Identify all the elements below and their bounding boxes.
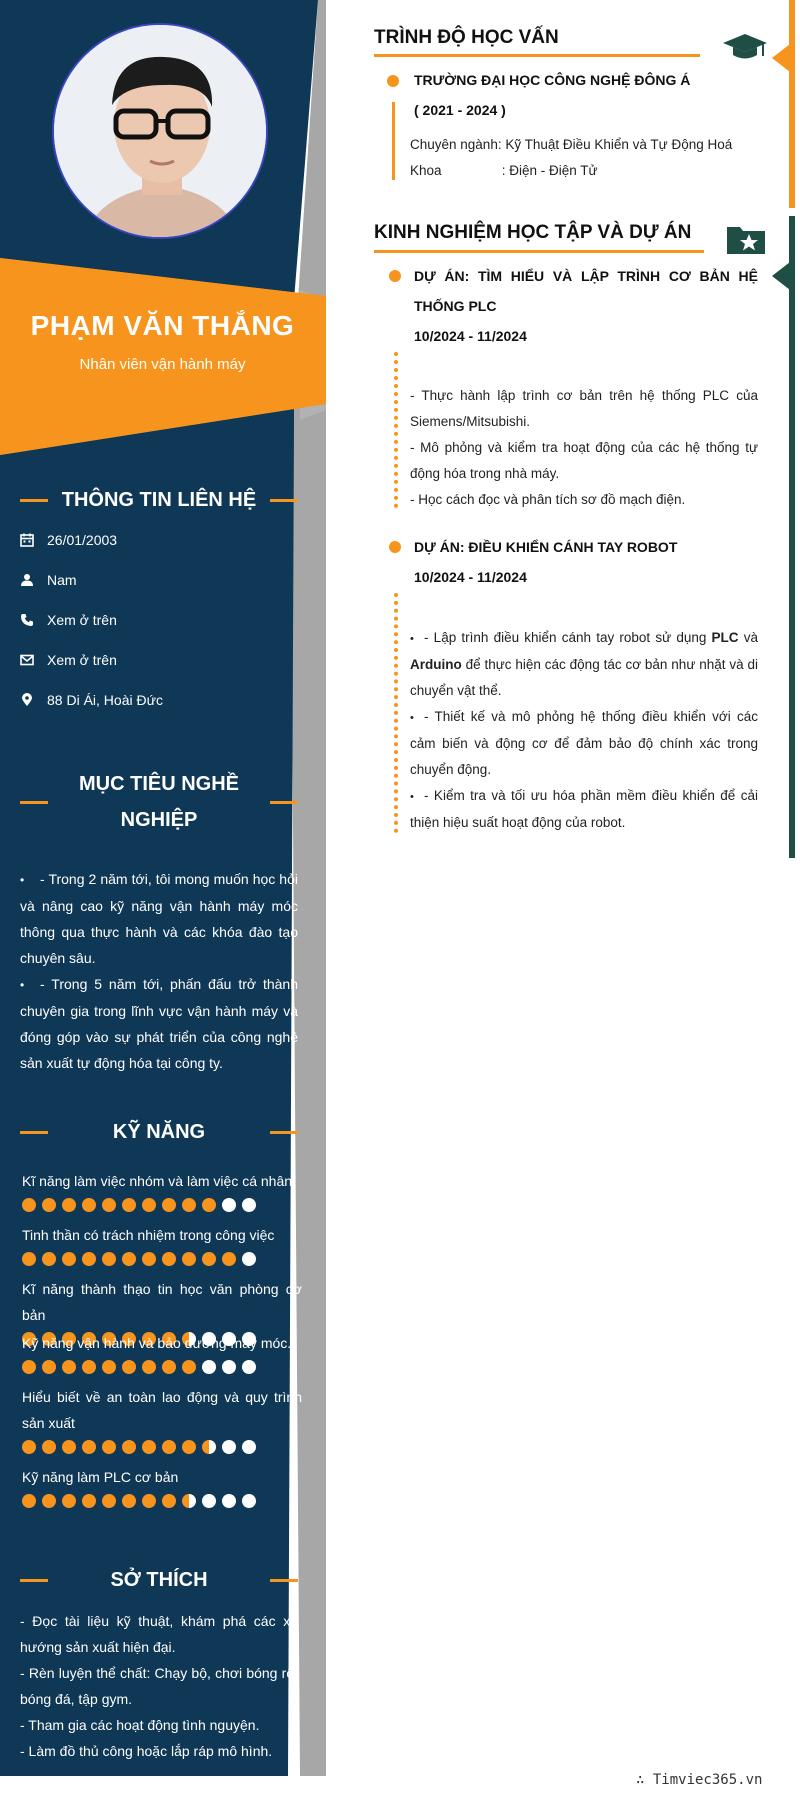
desc-bold: Arduino bbox=[410, 657, 462, 672]
goals-section-header bbox=[20, 766, 298, 838]
rating-dot bbox=[202, 1198, 216, 1212]
rating-dot bbox=[82, 1198, 96, 1212]
graduation-cap-icon bbox=[722, 32, 768, 62]
rating-dot bbox=[22, 1252, 36, 1266]
list-item: • - Trong 2 năm tới, tôi mong muốn học hỏi và nâng cao kỹ năng vận hành máy móc thông qua thực hành và các khóa đào tạo chuyên sâu. bbox=[20, 871, 298, 966]
rating-dot bbox=[182, 1252, 196, 1266]
skill-rating bbox=[22, 1252, 302, 1266]
rating-dot bbox=[242, 1360, 256, 1374]
contact-section-header bbox=[20, 482, 298, 518]
education-major-label: Chuyên ngành: bbox=[410, 137, 502, 152]
rating-dot bbox=[22, 1198, 36, 1212]
goals-title-line1: MỤC TIÊU NGHỀ bbox=[79, 773, 239, 795]
project-title: DỰ ÁN: ĐIỀU KHIỂN CÁNH TAY ROBOT bbox=[414, 539, 678, 555]
rating-dot bbox=[162, 1360, 176, 1374]
rating-dot bbox=[142, 1252, 156, 1266]
contact-text: 26/01/2003 bbox=[47, 532, 118, 548]
rating-dot bbox=[102, 1440, 116, 1454]
rating-dot bbox=[102, 1360, 116, 1374]
project-description bbox=[410, 383, 758, 513]
skill-name: Hiểu biết về an toàn lao động và quy trình sản xuất bbox=[22, 1389, 302, 1431]
rating-dot bbox=[242, 1198, 256, 1212]
rating-dot bbox=[182, 1360, 196, 1374]
rating-dot bbox=[162, 1198, 176, 1212]
rating-dot bbox=[162, 1494, 176, 1508]
goal-text: - Trong 5 năm tới, phấn đấu trở thành chuyên gia trong lĩnh vực vận hành máy và đóng góp vào sự phát triển của công nghệ sản xuất tự động hóa tại công ty. bbox=[20, 976, 298, 1071]
rating-dot bbox=[42, 1360, 56, 1374]
contact-email bbox=[20, 652, 117, 668]
rating-dot bbox=[102, 1198, 116, 1212]
rating-dot bbox=[62, 1360, 76, 1374]
rating-dot bbox=[242, 1440, 256, 1454]
rating-dot bbox=[62, 1198, 76, 1212]
candidate-name: PHẠM VĂN THẮNG bbox=[30, 310, 295, 341]
experience-section-title: KINH NGHIỆM HỌC TẬP VÀ DỰ ÁN bbox=[374, 222, 692, 243]
desc-bold: PLC bbox=[711, 630, 739, 645]
list-item: • - Lập trình điều khiển cánh tay robot sử dụng PLC và Arduino để thực hiện các động tác cơ bản như nhặt và di chuyển vật thể. bbox=[410, 630, 758, 698]
rating-dot bbox=[242, 1252, 256, 1266]
rating-dot bbox=[162, 1440, 176, 1454]
job-title: Nhân viên vận hành máy bbox=[79, 356, 246, 373]
list-item: - Rèn luyện thể chất: Chạy bộ, chơi bóng rổ, bóng đá, tập gym. bbox=[20, 1665, 298, 1707]
rating-dot bbox=[42, 1440, 56, 1454]
rating-dot bbox=[162, 1252, 176, 1266]
rating-dot bbox=[42, 1252, 56, 1266]
project-description bbox=[410, 625, 758, 836]
rating-dot bbox=[222, 1440, 236, 1454]
rating-dot bbox=[42, 1198, 56, 1212]
location-icon bbox=[20, 693, 47, 707]
contact-birthdate bbox=[20, 532, 117, 548]
rating-dot bbox=[202, 1440, 216, 1454]
rating-dot bbox=[22, 1440, 36, 1454]
hobbies-section-header bbox=[20, 1562, 298, 1598]
contact-phone bbox=[20, 612, 117, 628]
desc-text: - Thiết kế và mô phỏng hệ thống điều khiển với các cảm biến và động cơ để đảm bảo độ chính xác trong chuyển động. bbox=[410, 709, 758, 777]
rating-dot bbox=[202, 1252, 216, 1266]
folder-star-icon bbox=[726, 223, 766, 255]
timeline-dot bbox=[387, 75, 399, 87]
contact-gender bbox=[20, 572, 77, 588]
rating-dot bbox=[62, 1252, 76, 1266]
goals-list bbox=[20, 866, 298, 1076]
rating-dot bbox=[102, 1494, 116, 1508]
contact-section-title: THÔNG TIN LIÊN HỆ bbox=[61, 489, 257, 511]
rating-dot bbox=[22, 1494, 36, 1508]
project-date: 10/2024 - 11/2024 bbox=[414, 569, 527, 585]
skill-item bbox=[22, 1330, 302, 1374]
list-item: • - Kiểm tra và tối ưu hóa phần mềm điều khiển để cải thiện hiệu suất hoạt động của robot. bbox=[410, 788, 758, 830]
rating-dot bbox=[182, 1440, 196, 1454]
hobbies-section-title: SỞ THÍCH bbox=[110, 1569, 208, 1591]
contact-text: Nam bbox=[47, 572, 77, 588]
rating-dot bbox=[142, 1494, 156, 1508]
skill-item bbox=[22, 1222, 302, 1266]
skill-name: Kỹ năng vận hành và bảo dưỡng máy móc. bbox=[22, 1335, 292, 1351]
rating-dot bbox=[142, 1440, 156, 1454]
heading-dash bbox=[270, 801, 298, 804]
skill-name: Tinh thần có trách nhiệm trong công việc bbox=[22, 1227, 275, 1243]
section-underline bbox=[374, 54, 700, 57]
skill-item bbox=[22, 1464, 302, 1508]
contact-text: Xem ở trên bbox=[47, 612, 117, 628]
rating-dot bbox=[222, 1360, 236, 1374]
list-item: - Mô phỏng và kiểm tra hoạt động của các hệ thống tự động hóa trong nhà máy. bbox=[410, 440, 758, 481]
rating-dot bbox=[42, 1494, 56, 1508]
goal-text: - Trong 2 năm tới, tôi mong muốn học hỏi và nâng cao kỹ năng vận hành máy móc thông qua thực hành và các khóa đào tạo chuyên sâu. bbox=[20, 871, 298, 966]
heading-dash bbox=[270, 1131, 298, 1134]
rating-dot bbox=[222, 1252, 236, 1266]
education-school: TRƯỜNG ĐẠI HỌC CÔNG NGHỆ ĐÔNG Á bbox=[414, 72, 691, 88]
education-major-value: Kỹ Thuật Điều Khiển và Tự Động Hoá bbox=[505, 137, 733, 152]
desc-text: để thực hiện các động tác cơ bản như nhặt và di chuyển vật thể. bbox=[410, 657, 758, 698]
rating-dot bbox=[102, 1252, 116, 1266]
skill-rating bbox=[22, 1440, 302, 1454]
education-section-title: TRÌNH ĐỘ HỌC VẤN bbox=[374, 27, 559, 48]
contact-address bbox=[20, 692, 163, 708]
list-item: - Làm đồ thủ công hoặc lắp ráp mô hình. bbox=[20, 1743, 273, 1759]
desc-text: và bbox=[738, 630, 758, 645]
rating-dot bbox=[62, 1440, 76, 1454]
rating-dot bbox=[22, 1360, 36, 1374]
side-accent-bar bbox=[789, 0, 795, 208]
email-icon bbox=[20, 653, 47, 667]
list-item: - Tham gia các hoạt động tình nguyện. bbox=[20, 1717, 260, 1733]
desc-text: - Lập trình điều khiển cánh tay robot sử dụng bbox=[424, 630, 712, 645]
heading-dash bbox=[20, 1579, 48, 1582]
goals-title-line2: NGHIỆP bbox=[120, 809, 198, 831]
list-item: - Đọc tài liệu kỹ thuật, khám phá các xu hướng sản xuất hiện đại. bbox=[20, 1613, 298, 1655]
education-major bbox=[410, 137, 732, 152]
skill-rating bbox=[22, 1360, 302, 1374]
phone-icon bbox=[20, 613, 47, 627]
skill-item bbox=[22, 1168, 302, 1212]
rating-dot bbox=[82, 1360, 96, 1374]
timeline-dot bbox=[389, 270, 401, 282]
timeline-dotted-line bbox=[394, 352, 398, 508]
skills-section-title: KỸ NĂNG bbox=[112, 1121, 206, 1143]
rating-dot bbox=[122, 1252, 136, 1266]
skills-section-header bbox=[20, 1114, 298, 1150]
rating-dot bbox=[82, 1494, 96, 1508]
user-icon bbox=[20, 573, 47, 587]
skill-name: Kỹ năng làm PLC cơ bản bbox=[22, 1469, 179, 1485]
skill-item bbox=[22, 1384, 302, 1454]
section-underline bbox=[374, 250, 704, 253]
watermark: ∴ Timviec365.vn bbox=[636, 1772, 763, 1788]
rating-dot bbox=[202, 1360, 216, 1374]
rating-dot bbox=[122, 1440, 136, 1454]
list-item: - Học cách đọc và phân tích sơ đồ mạch điện. bbox=[410, 492, 686, 507]
rating-dot bbox=[182, 1494, 196, 1508]
side-arrow-marker bbox=[772, 262, 790, 290]
rating-dot bbox=[182, 1198, 196, 1212]
list-item: • - Thiết kế và mô phỏng hệ thống điều khiển với các cảm biến và động cơ để đảm bảo độ chính xác trong chuyển động. bbox=[410, 709, 758, 777]
rating-dot bbox=[122, 1198, 136, 1212]
avatar bbox=[52, 23, 268, 239]
heading-dash bbox=[270, 499, 298, 502]
rating-dot bbox=[82, 1440, 96, 1454]
rating-dot bbox=[122, 1494, 136, 1508]
list-item: • - Trong 5 năm tới, phấn đấu trở thành chuyên gia trong lĩnh vực vận hành máy và đóng góp vào sự phát triển của công nghệ sản xuất tự động hóa tại công ty. bbox=[20, 976, 298, 1071]
side-accent-bar bbox=[789, 216, 795, 858]
education-faculty-value: : Điện - Điện Tử bbox=[501, 163, 598, 178]
timeline-line bbox=[392, 102, 395, 180]
rating-dot bbox=[222, 1198, 236, 1212]
rating-dot bbox=[202, 1494, 216, 1508]
contact-text: Xem ở trên bbox=[47, 652, 117, 668]
rating-dot bbox=[142, 1198, 156, 1212]
skill-name: Kĩ năng thành thạo tin học văn phòng cơ bản bbox=[22, 1281, 302, 1323]
rating-dot bbox=[62, 1494, 76, 1508]
heading-dash bbox=[20, 1131, 48, 1134]
rating-dot bbox=[242, 1494, 256, 1508]
timeline-dot bbox=[389, 541, 401, 553]
education-faculty-label: Khoa bbox=[410, 163, 442, 178]
rating-dot bbox=[122, 1360, 136, 1374]
hobbies-list bbox=[20, 1608, 298, 1764]
rating-dot bbox=[82, 1252, 96, 1266]
project-title: DỰ ÁN: TÌM HIỂU VÀ LẬP TRÌNH CƠ BẢN HỆ THỐNG PLC bbox=[414, 268, 758, 314]
calendar-icon bbox=[20, 533, 47, 547]
skill-name: Kĩ năng làm việc nhóm và làm việc cá nhân bbox=[22, 1173, 293, 1189]
education-faculty bbox=[410, 163, 598, 178]
education-years: ( 2021 - 2024 ) bbox=[414, 102, 506, 118]
heading-dash bbox=[20, 499, 48, 502]
rating-dot bbox=[142, 1360, 156, 1374]
desc-text: - Kiểm tra và tối ưu hóa phần mềm điều khiển để cải thiện hiệu suất hoạt động của robot. bbox=[410, 788, 758, 830]
list-item: - Thực hành lập trình cơ bản trên hệ thống PLC của Siemens/Mitsubishi. bbox=[410, 388, 758, 429]
rating-dot bbox=[222, 1494, 236, 1508]
side-arrow-marker bbox=[772, 44, 790, 72]
contact-text: 88 Di Ái, Hoài Đức bbox=[47, 692, 163, 708]
goals-section-title bbox=[48, 766, 270, 838]
project-date: 10/2024 - 11/2024 bbox=[414, 328, 527, 344]
timeline-dotted-line bbox=[394, 593, 398, 833]
heading-dash bbox=[20, 801, 48, 804]
skill-rating bbox=[22, 1198, 302, 1212]
skill-rating bbox=[22, 1494, 302, 1508]
heading-dash bbox=[270, 1579, 298, 1582]
